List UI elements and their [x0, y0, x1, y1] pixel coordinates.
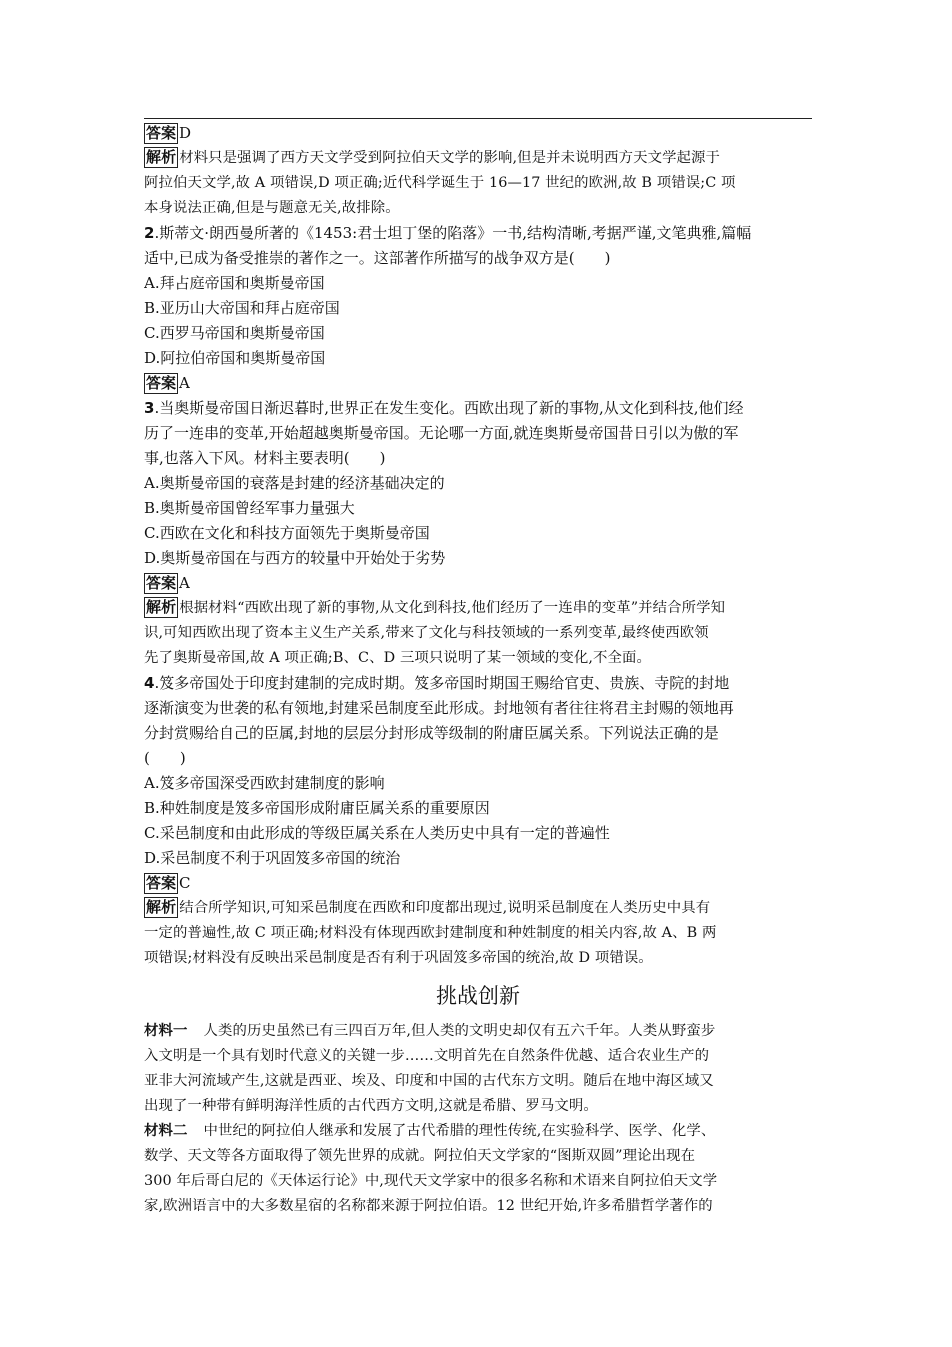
analysis-tag: 解析	[146, 598, 177, 616]
q4-option-b: B.种姓制度是笈多帝国形成附庸臣属关系的重要原因	[144, 799, 490, 817]
q4-answer	[144, 871, 812, 896]
q4-stem-line: 分封赏赐给自己的臣属,封地的层层分封形成等级制的附庸臣属关系。下列说法正确的是	[144, 724, 719, 742]
q1-analysis-line: 本身说法正确,但是与题意无关,故排除。	[144, 200, 400, 216]
q3-stem-text: .当奥斯曼帝国日渐迟暮时,世界正在发生变化。西欧出现了新的事物,从文化到科技,他们经	[154, 399, 744, 417]
q3-answer-value: A	[179, 574, 190, 592]
q1-answer-value: D	[179, 124, 192, 142]
q3-analysis-text: 根据材料“西欧出现了新的事物,从文化到科技,他们经历了一连串的变革”并结合所学知	[179, 600, 726, 616]
material2-label: 材料二	[144, 1123, 188, 1139]
material1-line: 出现了一种带有鲜明海洋性质的古代西方文明,这就是希腊、罗马文明。	[144, 1098, 598, 1114]
q3-stem-line: 历了一连串的变革,开始超越奥斯曼帝国。无论哪一方面,就连奥斯曼帝国昔日引以为傲的军	[144, 424, 739, 442]
q4-stem-line	[144, 671, 812, 696]
q3-stem-line: 事,也落入下风。材料主要表明( )	[144, 449, 386, 467]
q2-number: 2	[144, 224, 155, 242]
answer-tag: 答案	[146, 574, 177, 592]
q2-option-a: A.拜占庭帝国和奥斯曼帝国	[144, 274, 325, 292]
material1-line	[144, 1019, 812, 1044]
q2-answer	[144, 371, 812, 396]
material2-line	[144, 1119, 812, 1144]
q3-stem-line	[144, 396, 812, 421]
material1-line: 亚非大河流域产生,这就是西亚、埃及、印度和中国的古代东方文明。随后在地中海区域又	[144, 1073, 714, 1089]
q4-option-a: A.笈多帝国深受西欧封建制度的影响	[144, 774, 385, 792]
q3-option-c: C.西欧在文化和科技方面领先于奥斯曼帝国	[144, 524, 430, 542]
q3-option-d: D.奥斯曼帝国在与西方的较量中开始处于劣势	[144, 549, 446, 567]
q2-option-d: D.阿拉伯帝国和奥斯曼帝国	[144, 349, 326, 367]
material1-text: 人类的历史虽然已有三四百万年,但人类的文明史却仅有五六千年。人类从野蛮步	[203, 1023, 716, 1039]
section-title: 挑战创新	[436, 984, 520, 1008]
answer-tag: 答案	[146, 874, 177, 892]
q3-option-b: B.奥斯曼帝国曾经军事力量强大	[144, 499, 355, 517]
q2-stem-line	[144, 221, 812, 246]
q2-stem-line: 适中,已成为备受推崇的著作之一。这部著作所描写的战争双方是( )	[144, 249, 611, 267]
q3-option-a: A.奥斯曼帝国的衰落是封建的经济基础决定的	[144, 474, 445, 492]
q4-stem-text: .笈多帝国处于印度封建制的完成时期。笈多帝国时期国王赐给官吏、贵族、寺院的封地	[154, 674, 730, 692]
q4-answer-value: C	[179, 874, 191, 892]
material1-label: 材料一	[144, 1023, 188, 1039]
q1-analysis-text: 材料只是强调了西方天文学受到阿拉伯天文学的影响,但是并未说明西方天文学起源于	[179, 150, 721, 166]
q4-option-c: C.采邑制度和由此形成的等级臣属关系在人类历史中具有一定的普遍性	[144, 824, 610, 842]
q1-analysis-line	[144, 146, 812, 171]
material2-line: 300 年后哥白尼的《天体运行论》中,现代天文学家中的很多名称和术语来自阿拉伯天文学	[144, 1173, 718, 1189]
q4-number: 4	[144, 674, 155, 692]
material2-line: 家,欧洲语言中的大多数星宿的名称都来源于阿拉伯语。12 世纪开始,许多希腊哲学著作的	[144, 1198, 713, 1214]
q3-number: 3	[144, 399, 155, 417]
answer-tag: 答案	[146, 124, 177, 142]
q2-option-c: C.西罗马帝国和奥斯曼帝国	[144, 324, 325, 342]
q4-analysis-line: 一定的普遍性,故 C 项正确;材料没有体现西欧封建制度和种姓制度的相关内容,故 A、B 两	[144, 925, 717, 941]
analysis-tag: 解析	[146, 148, 177, 166]
q4-analysis-line	[144, 896, 812, 921]
q3-answer	[144, 571, 812, 596]
material2-text: 中世纪的阿拉伯人继承和发展了古代希腊的理性传统,在实验科学、医学、化学、	[203, 1123, 716, 1139]
top-rule	[144, 118, 812, 119]
q4-stem-line: ( )	[144, 749, 186, 767]
q1-answer	[144, 121, 812, 146]
q2-answer-value: A	[179, 374, 190, 392]
q3-analysis-line: 先了奥斯曼帝国,故 A 项正确;B、C、D 三项只说明了某一领域的变化,不全面。	[144, 650, 651, 666]
q3-analysis-line: 识,可知西欧出现了资本主义生产关系,带来了文化与科技领域的一系列变革,最终使西欧领	[144, 625, 709, 641]
material1-line: 入文明是一个具有划时代意义的关键一步……文明首先在自然条件优越、适合农业生产的	[144, 1048, 710, 1064]
material2-line: 数学、天文等各方面取得了领先世界的成就。阿拉伯天文学家的“图斯双圆”理论出现在	[144, 1148, 696, 1164]
q2-option-b: B.亚历山大帝国和拜占庭帝国	[144, 299, 340, 317]
q4-analysis-line: 项错误;材料没有反映出采邑制度是否有利于巩固笈多帝国的统治,故 D 项错误。	[144, 950, 653, 966]
q3-analysis-line	[144, 596, 812, 621]
answer-tag: 答案	[146, 374, 177, 392]
q4-analysis-text: 结合所学知识,可知采邑制度在西欧和印度都出现过,说明采邑制度在人类历史中具有	[179, 900, 711, 916]
q4-option-d: D.采邑制度不利于巩固笈多帝国的统治	[144, 849, 401, 867]
q2-stem-text: .斯蒂文·朗西曼所著的《1453:君士坦丁堡的陷落》一书,结构清晰,考据严谨,文笔典雅,篇幅	[154, 224, 752, 242]
q1-analysis-line: 阿拉伯天文学,故 A 项错误,D 项正确;近代科学诞生于 16—17 世纪的欧洲,故 B 项错误;C 项	[144, 175, 736, 191]
q4-stem-line: 逐渐演变为世袭的私有领地,封建采邑制度至此形成。封地领有者往往将君主封赐的领地再	[144, 699, 734, 717]
document-body	[144, 121, 812, 1219]
analysis-tag: 解析	[146, 898, 177, 916]
